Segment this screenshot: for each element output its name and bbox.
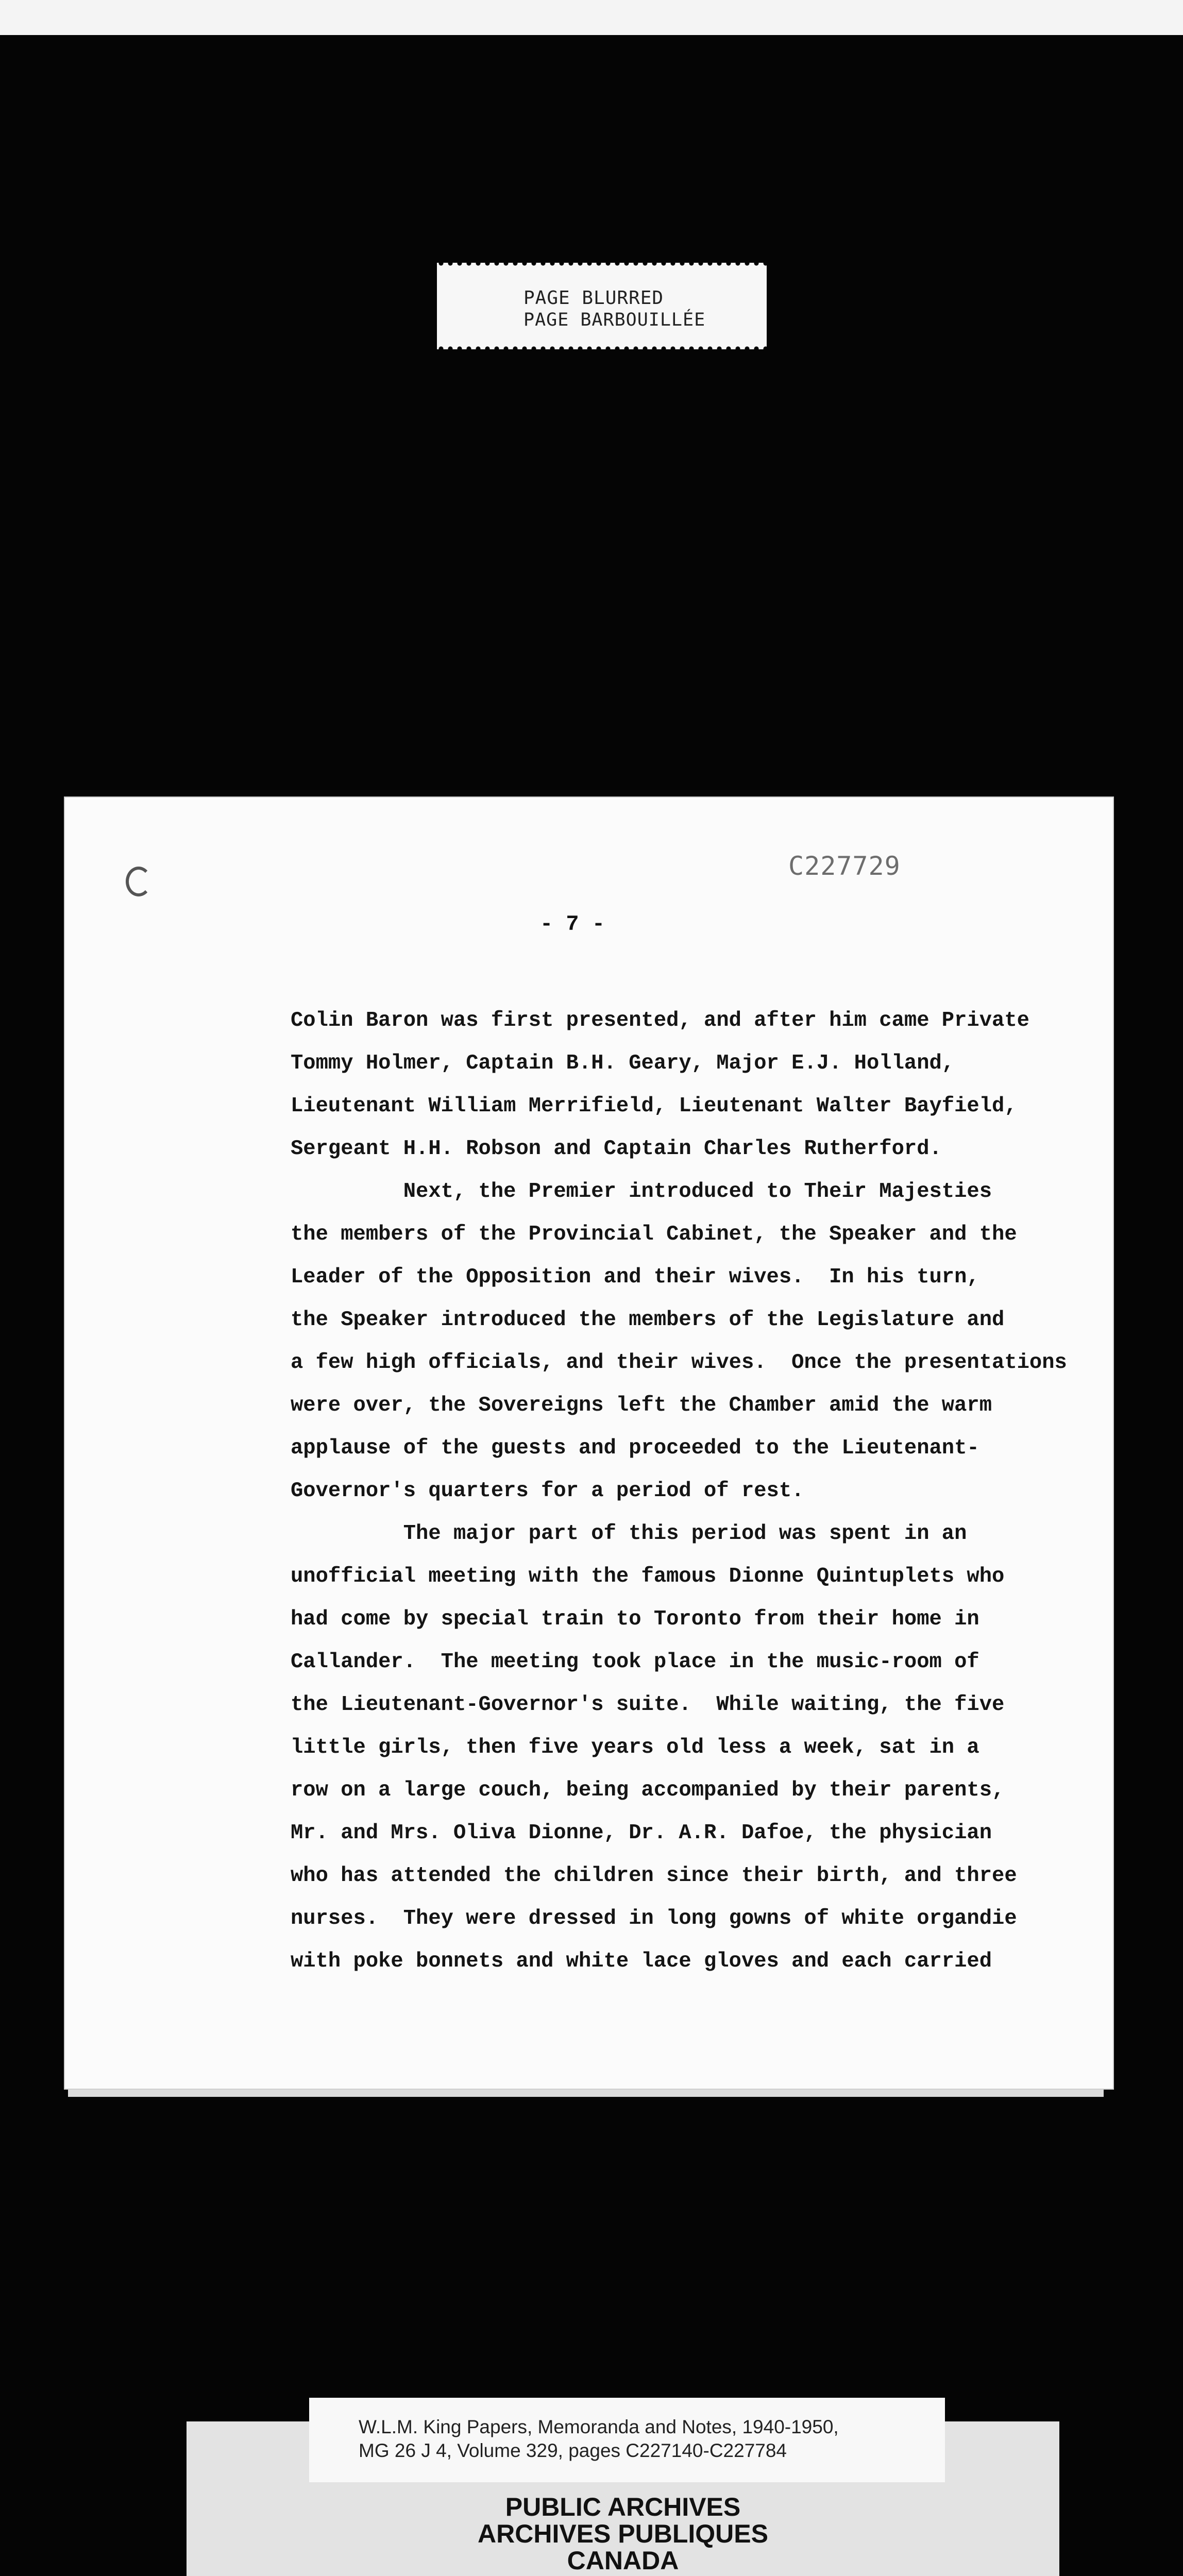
text-line: Leader of the Opposition and their wives. In his turn, bbox=[291, 1265, 979, 1289]
archives-stamp bbox=[187, 2494, 1059, 2574]
page-blurred-label bbox=[437, 263, 767, 349]
blur-label-english: PAGE BLURRED bbox=[523, 287, 664, 309]
text-line: a few high officials, and their wives. Once the presentations bbox=[291, 1351, 1067, 1375]
collection-reference: MG 26 J 4, Volume 329, pages C227140-C227784 bbox=[359, 2440, 787, 2461]
text-line: were over, the Sovereigns left the Chamber amid the warm bbox=[291, 1394, 992, 1417]
archives-stamp-french: ARCHIVES PUBLIQUES bbox=[478, 2519, 768, 2548]
text-line: the Lieutenant-Governor's suite. While waiting, the five bbox=[291, 1693, 1005, 1717]
archives-stamp-english: PUBLIC ARCHIVES bbox=[505, 2493, 741, 2521]
page-number: - 7 - bbox=[540, 912, 605, 937]
film-edge-strip bbox=[0, 0, 1183, 35]
text-line: Callander. The meeting took place in the music-room of bbox=[291, 1650, 979, 1674]
label-perforation-top bbox=[437, 261, 767, 266]
label-perforation-bottom bbox=[437, 346, 767, 351]
collection-title: W.L.M. King Papers, Memoranda and Notes, 1940-1950, bbox=[359, 2416, 839, 2437]
text-line: unofficial meeting with the famous Dionne Quintuplets who bbox=[291, 1565, 1005, 1588]
text-line: who has attended the children since their birth, and three bbox=[291, 1864, 1017, 1888]
text-line: row on a large couch, being accompanied by their parents, bbox=[291, 1778, 1005, 1802]
text-line: the members of the Provincial Cabinet, the Speaker and the bbox=[291, 1223, 1017, 1246]
text-line: with poke bonnets and white lace gloves and each carried bbox=[291, 1950, 992, 1973]
text-line: The major part of this period was spent in an bbox=[291, 1522, 967, 1546]
text-line: the Speaker introduced the members of the Legislature and bbox=[291, 1308, 1005, 1332]
text-line: Governor's quarters for a period of rest. bbox=[291, 1479, 804, 1503]
blur-label-french: PAGE BARBOUILLÉE bbox=[523, 310, 706, 330]
text-line: Colin Baron was first presented, and after him came Private bbox=[291, 1009, 1029, 1032]
document-reference-number: C227729 bbox=[788, 851, 901, 881]
text-line: Tommy Holmer, Captain B.H. Geary, Major E.J. Holland, bbox=[291, 1052, 955, 1075]
text-line: Next, the Premier introduced to Their Majesties bbox=[291, 1180, 992, 1204]
text-line: Mr. and Mrs. Oliva Dionne, Dr. A.R. Dafoe, the physician bbox=[291, 1821, 992, 1845]
archives-stamp-country: CANADA bbox=[567, 2546, 679, 2575]
collection-label bbox=[309, 2398, 945, 2482]
hole-punch-mark bbox=[126, 867, 151, 896]
text-line: little girls, then five years old less a week, sat in a bbox=[291, 1736, 979, 1759]
text-line: applause of the guests and proceeded to the Lieutenant- bbox=[291, 1436, 979, 1460]
text-line: Sergeant H.H. Robson and Captain Charles Rutherford. bbox=[291, 1137, 942, 1161]
document-body bbox=[291, 999, 1094, 1983]
text-line: Lieutenant William Merrifield, Lieutenant Walter Bayfield, bbox=[291, 1094, 1017, 1118]
text-line: nurses. They were dressed in long gowns of white organdie bbox=[291, 1907, 1017, 1930]
text-line: had come by special train to Toronto from their home in bbox=[291, 1607, 979, 1631]
